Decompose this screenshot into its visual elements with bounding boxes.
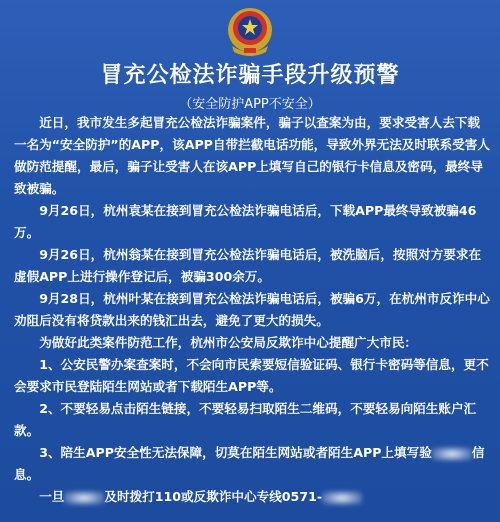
paragraph-tip-3 bbox=[14, 442, 490, 486]
tip-3-text: 3、陪生APP安全性无法保障，切莫在陌生网站或者陌生APP上填写验 bbox=[39, 445, 432, 460]
paragraph-tip-1: 1、公安民警办案查案时，不会向市民索要短信验证码、银行卡密码等信息，更不会要求市民登陆陌生网站或者下载陌生APP等。 bbox=[14, 357, 489, 394]
page-title: 冒充公检法诈骗手段升级预警 bbox=[100, 63, 400, 88]
paragraph-case-ye: 9月28日，杭州叶某在接到冒充公检法诈骗电话后，被骗6万，在杭州市反诈中心劝阻后没有将贷款出来的钱汇出去，避免了更大的损失。 bbox=[14, 291, 490, 328]
hotline-start: 一旦 bbox=[39, 489, 65, 504]
redaction-blur bbox=[322, 491, 362, 505]
paragraph-case-weng: 9月26日，杭州翁某在接到冒充公检法诈骗电话后，被洗脑后，按照对方要求在虚假APP上进行操作登记后，被骗300余万。 bbox=[14, 247, 482, 284]
page-subtitle: （安全防护APP不安全） bbox=[179, 97, 321, 112]
police-emblem-icon bbox=[222, 4, 278, 60]
redaction-blur bbox=[64, 491, 104, 505]
paragraph-hotline bbox=[14, 486, 490, 508]
paragraph-tip-2: 2、不要轻易点击陌生链接，不要轻易扫取陌生二维码，不要轻易向陌生账户汇款。 bbox=[14, 401, 477, 438]
paragraph-case-yuan: 9月26日，杭州袁某在接到冒充公检法诈骗电话后，下载APP最终导致被骗46万。 bbox=[14, 203, 477, 240]
paragraph-reminder: 为做好此类案件防范工作，杭州市公安局反欺诈中心提醒广大市民： bbox=[39, 335, 417, 350]
redaction-blur bbox=[432, 447, 472, 461]
paragraph-intro: 近日，我市发生多起冒充公检法诈骗案件，骗子以查案为由，要求受害人去下载一名为“安全防护”的APP，该APP自带拦截电话功能，导致外界无法及时联系受害人做防范提醒，最后，骗子让受害人在该APP上填写自己的银行卡信息及密码，最终导致被骗。 bbox=[14, 115, 490, 196]
hotline-text: 及时拨打110或反欺诈中心专线0571- bbox=[104, 489, 323, 504]
notice-body bbox=[14, 112, 490, 508]
tip-3-end: 信息。 bbox=[14, 445, 485, 482]
